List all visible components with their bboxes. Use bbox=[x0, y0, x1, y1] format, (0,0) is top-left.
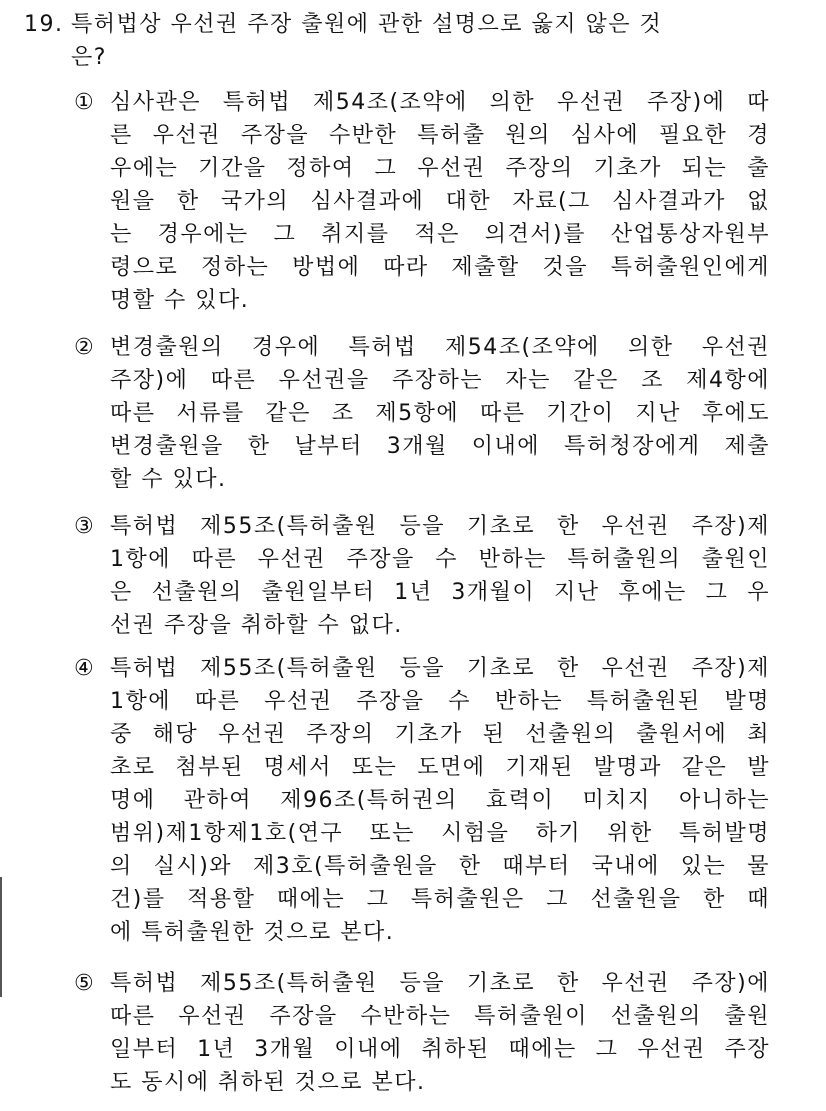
question-header bbox=[24, 8, 804, 74]
option-line: 선권 주장을 취하할 수 없다. bbox=[110, 613, 403, 638]
option-marker: ⑤ bbox=[74, 971, 94, 996]
option-3 bbox=[74, 510, 804, 642]
option-text bbox=[110, 331, 770, 496]
question-title-line: 특허법상 우선권 주장 출원에 관한 설명으로 옳지 않은 것 bbox=[71, 12, 663, 37]
option-line: 따른 서류를 같은 조 제5항에 따른 기간이 지난 후에도 bbox=[110, 401, 770, 426]
left-margin-rule bbox=[0, 877, 2, 997]
option-line: 도 동시에 취하된 것으로 본다. bbox=[110, 1070, 426, 1095]
option-line: 의 실시)와 제3호(특허출원을 한 때부터 국내에 있는 물 bbox=[110, 854, 770, 879]
option-2 bbox=[74, 331, 804, 496]
option-line: 범위)제1항제1호(연구 또는 시험을 하기 위한 특허발명 bbox=[110, 821, 770, 846]
option-text bbox=[110, 967, 770, 1099]
option-line: 초로 첨부된 명세서 또는 도면에 기재된 발명과 같은 발 bbox=[110, 755, 770, 780]
option-marker: ④ bbox=[74, 656, 94, 681]
option-4 bbox=[74, 652, 804, 949]
option-line: 른 우선권 주장을 수반한 특허출 원의 심사에 필요한 경 bbox=[110, 123, 770, 148]
option-line: 원을 한 국가의 심사결과에 대한 자료(그 심사결과가 없 bbox=[110, 189, 770, 214]
option-line: 1항에 따른 우선권 주장을 수 반하는 특허출원된 발명 bbox=[110, 689, 770, 714]
option-line: 령으로 정하는 방법에 따라 제출할 것을 특허출원인에게 bbox=[110, 255, 770, 280]
option-line: 우에는 기간을 정하여 그 우선권 주장의 기초가 되는 출 bbox=[110, 156, 770, 181]
option-line: 명할 수 있다. bbox=[110, 288, 250, 313]
option-line: 변경출원의 경우에 특허법 제54조(조약에 의한 우선권 bbox=[110, 335, 770, 360]
option-line: 은 선출원의 출원일부터 1년 3개월이 지난 후에는 그 우 bbox=[110, 580, 770, 605]
option-line: 변경출원을 한 날부터 3개월 이내에 특허청장에게 제출 bbox=[110, 434, 770, 459]
option-text bbox=[110, 652, 770, 949]
question-number: 19. bbox=[24, 12, 64, 37]
option-line: 는 경우에는 그 취지를 적은 의견서)를 산업통상자원부 bbox=[110, 222, 770, 247]
option-text bbox=[110, 86, 770, 317]
option-1 bbox=[74, 86, 804, 317]
option-marker: ② bbox=[74, 335, 94, 360]
option-marker: ③ bbox=[74, 514, 94, 539]
option-line: 명에 관하여 제96조(특허권의 효력이 미치지 아니하는 bbox=[110, 788, 770, 813]
option-marker: ① bbox=[74, 90, 94, 115]
option-line: 에 특허출원한 것으로 본다. bbox=[110, 920, 395, 945]
option-line: 특허법 제55조(특허출원 등을 기초로 한 우선권 주장)제 bbox=[110, 656, 770, 681]
option-line: 중 해당 우선권 주장의 기초가 된 선출원의 출원서에 최 bbox=[110, 722, 770, 747]
question-title bbox=[71, 8, 662, 74]
option-line: 1항에 따른 우선권 주장을 수 반하는 특허출원의 출원인 bbox=[110, 547, 770, 572]
option-line: 특허법 제55조(특허출원 등을 기초로 한 우선권 주장)에 bbox=[110, 971, 770, 996]
option-line: 일부터 1년 3개월 이내에 취하된 때에는 그 우선권 주장 bbox=[110, 1037, 770, 1062]
option-line: 따른 우선권 주장을 수반하는 특허출원이 선출원의 출원 bbox=[110, 1004, 770, 1029]
exam-question bbox=[24, 8, 804, 1111]
option-line: 심사관은 특허법 제54조(조약에 의한 우선권 주장)에 따 bbox=[110, 90, 770, 115]
option-line: 주장)에 따른 우선권을 주장하는 자는 같은 조 제4항에 bbox=[110, 368, 770, 393]
option-line: 특허법 제55조(특허출원 등을 기초로 한 우선권 주장)제 bbox=[110, 514, 770, 539]
question-title-line: 은? bbox=[71, 45, 107, 70]
answer-options bbox=[24, 86, 804, 1099]
option-text bbox=[110, 510, 770, 642]
option-line: 건)를 적용할 때에는 그 특허출원은 그 선출원을 한 때 bbox=[110, 887, 770, 912]
option-5 bbox=[74, 967, 804, 1099]
option-line: 할 수 있다. bbox=[110, 467, 227, 492]
